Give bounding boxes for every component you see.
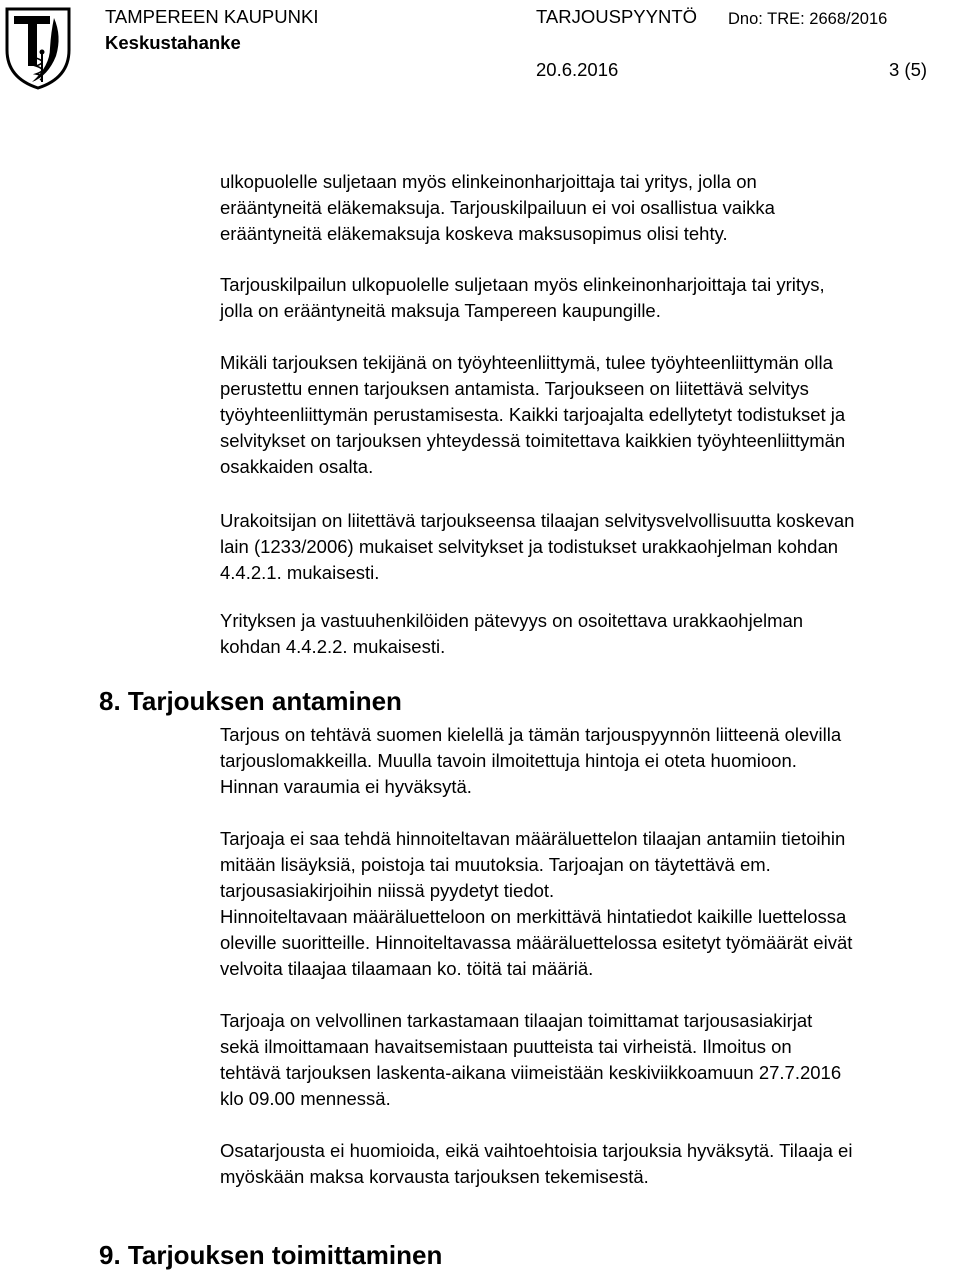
text-line: perustettu ennen tarjouksen antamista. Tarjoukseen on liitettävä selvitys xyxy=(220,378,809,399)
paragraph-exclusion-city xyxy=(220,272,960,324)
text-line: Hinnoiteltavaan määräluetteloon on merkittävä hintatiedot kaikille luettelossa xyxy=(220,906,847,927)
tampere-coat-of-arms-icon xyxy=(4,6,72,90)
text-line: jolla on erääntyneitä maksuja Tampereen kaupungille. xyxy=(220,300,661,321)
text-line: velvoita tilaajaa tilaamaan ko. töitä tai määriä. xyxy=(220,958,594,979)
text-line: Urakoitsijan on liitettävä tarjoukseensa tilaajan selvitysvelvollisuutta koskevan xyxy=(220,510,855,531)
text-line: mitään lisäyksiä, poistoja tai muutoksia. Tarjoajan on täytettävä em. xyxy=(220,854,771,875)
page-number: 3 (5) xyxy=(889,59,928,80)
text-line: Tarjoaja ei saa tehdä hinnoiteltavan määräluettelon tilaajan antamiin tietoihin xyxy=(220,828,846,849)
paragraph-price-list xyxy=(220,826,960,982)
text-line: 4.4.2.1. mukaisesti. xyxy=(220,562,380,583)
text-line: lain (1233/2006) mukaiset selvitykset ja todistukset urakkaohjelman kohdan xyxy=(220,536,839,557)
paragraph-consortium xyxy=(220,350,960,480)
text-line: Osatarjousta ei huomioida, eikä vaihtoehtoisia tarjouksia hyväksytä. Tilaaja ei xyxy=(220,1140,853,1161)
text-line: selvitykset on tarjouksen yhteydessä toimitettava kaikkien työyhteenliittymän xyxy=(220,430,846,451)
text-line: työyhteenliittymän perustamisesta. Kaikki tarjoajalta edellytetyt todistukset ja xyxy=(220,404,846,425)
text-line: Tarjoaja on velvollinen tarkastamaan tilaajan toimittamat tarjousasiakirjat xyxy=(220,1010,813,1031)
text-line: tehtävä tarjouksen laskenta-aikana viimeistään keskiviikkoamuun 27.7.2016 xyxy=(220,1062,842,1083)
paragraph-contractor-reports xyxy=(220,508,960,586)
text-line: kohdan 4.4.2.2. mukaisesti. xyxy=(220,636,446,657)
section-heading-9: 9. Tarjouksen toimittaminen xyxy=(99,1240,443,1270)
section-heading-8: 8. Tarjouksen antaminen xyxy=(99,686,402,716)
text-line: oleville suoritteille. Hinnoiteltavassa määräluettelossa esitetyt työmäärät eivät xyxy=(220,932,853,953)
paragraph-review-duty xyxy=(220,1008,960,1112)
text-line: klo 09.00 mennessä. xyxy=(220,1088,391,1109)
text-line: Mikäli tarjouksen tekijänä on työyhteenliittymä, tulee työyhteenliittymän olla xyxy=(220,352,833,373)
text-line: Tarjouskilpailun ulkopuolelle suljetaan myös elinkeinonharjoittaja tai yritys, xyxy=(220,274,825,295)
paragraph-partial-offers xyxy=(220,1138,960,1190)
text-line: Yrityksen ja vastuuhenkilöiden pätevyys on osoitettava urakkaohjelman xyxy=(220,610,804,631)
doc-date: 20.6.2016 xyxy=(536,59,619,80)
text-line: tarjouslomakkeilla. Muulla tavoin ilmoitettuja hintoja ei oteta huomioon. xyxy=(220,750,797,771)
paragraph-exclusion-pension xyxy=(220,169,960,247)
text-line: ulkopuolelle suljetaan myös elinkeinonharjoittaja tai yritys, jolla on xyxy=(220,171,757,192)
doc-type: TARJOUSPYYNTÖ xyxy=(536,6,698,27)
text-line: Hinnan varaumia ei hyväksytä. xyxy=(220,776,472,797)
text-line: sekä ilmoittamaan havaitsemistaan puutteista tai virheistä. Ilmoitus on xyxy=(220,1036,792,1057)
paragraph-language-forms xyxy=(220,722,960,800)
text-line: erääntyneitä eläkemaksuja koskeva maksusopimus olisi tehty. xyxy=(220,223,728,244)
text-line: erääntyneitä eläkemaksuja. Tarjouskilpailuun ei voi osallistua vaikka xyxy=(220,197,775,218)
text-line: tarjousasiakirjoihin niissä pyydetyt tiedot. xyxy=(220,880,555,901)
paragraph-competence xyxy=(220,608,960,660)
text-line: myöskään maksa korvausta tarjouksen tekemisestä. xyxy=(220,1166,649,1187)
text-line: osakkaiden osalta. xyxy=(220,456,374,477)
org-name: TAMPEREEN KAUPUNKI xyxy=(105,6,319,27)
doc-number: Dno: TRE: 2668/2016 xyxy=(728,10,888,28)
text-line: Tarjous on tehtävä suomen kielellä ja tämän tarjouspyynnön liitteenä olevilla xyxy=(220,724,842,745)
unit-name: Keskustahanke xyxy=(105,32,241,53)
